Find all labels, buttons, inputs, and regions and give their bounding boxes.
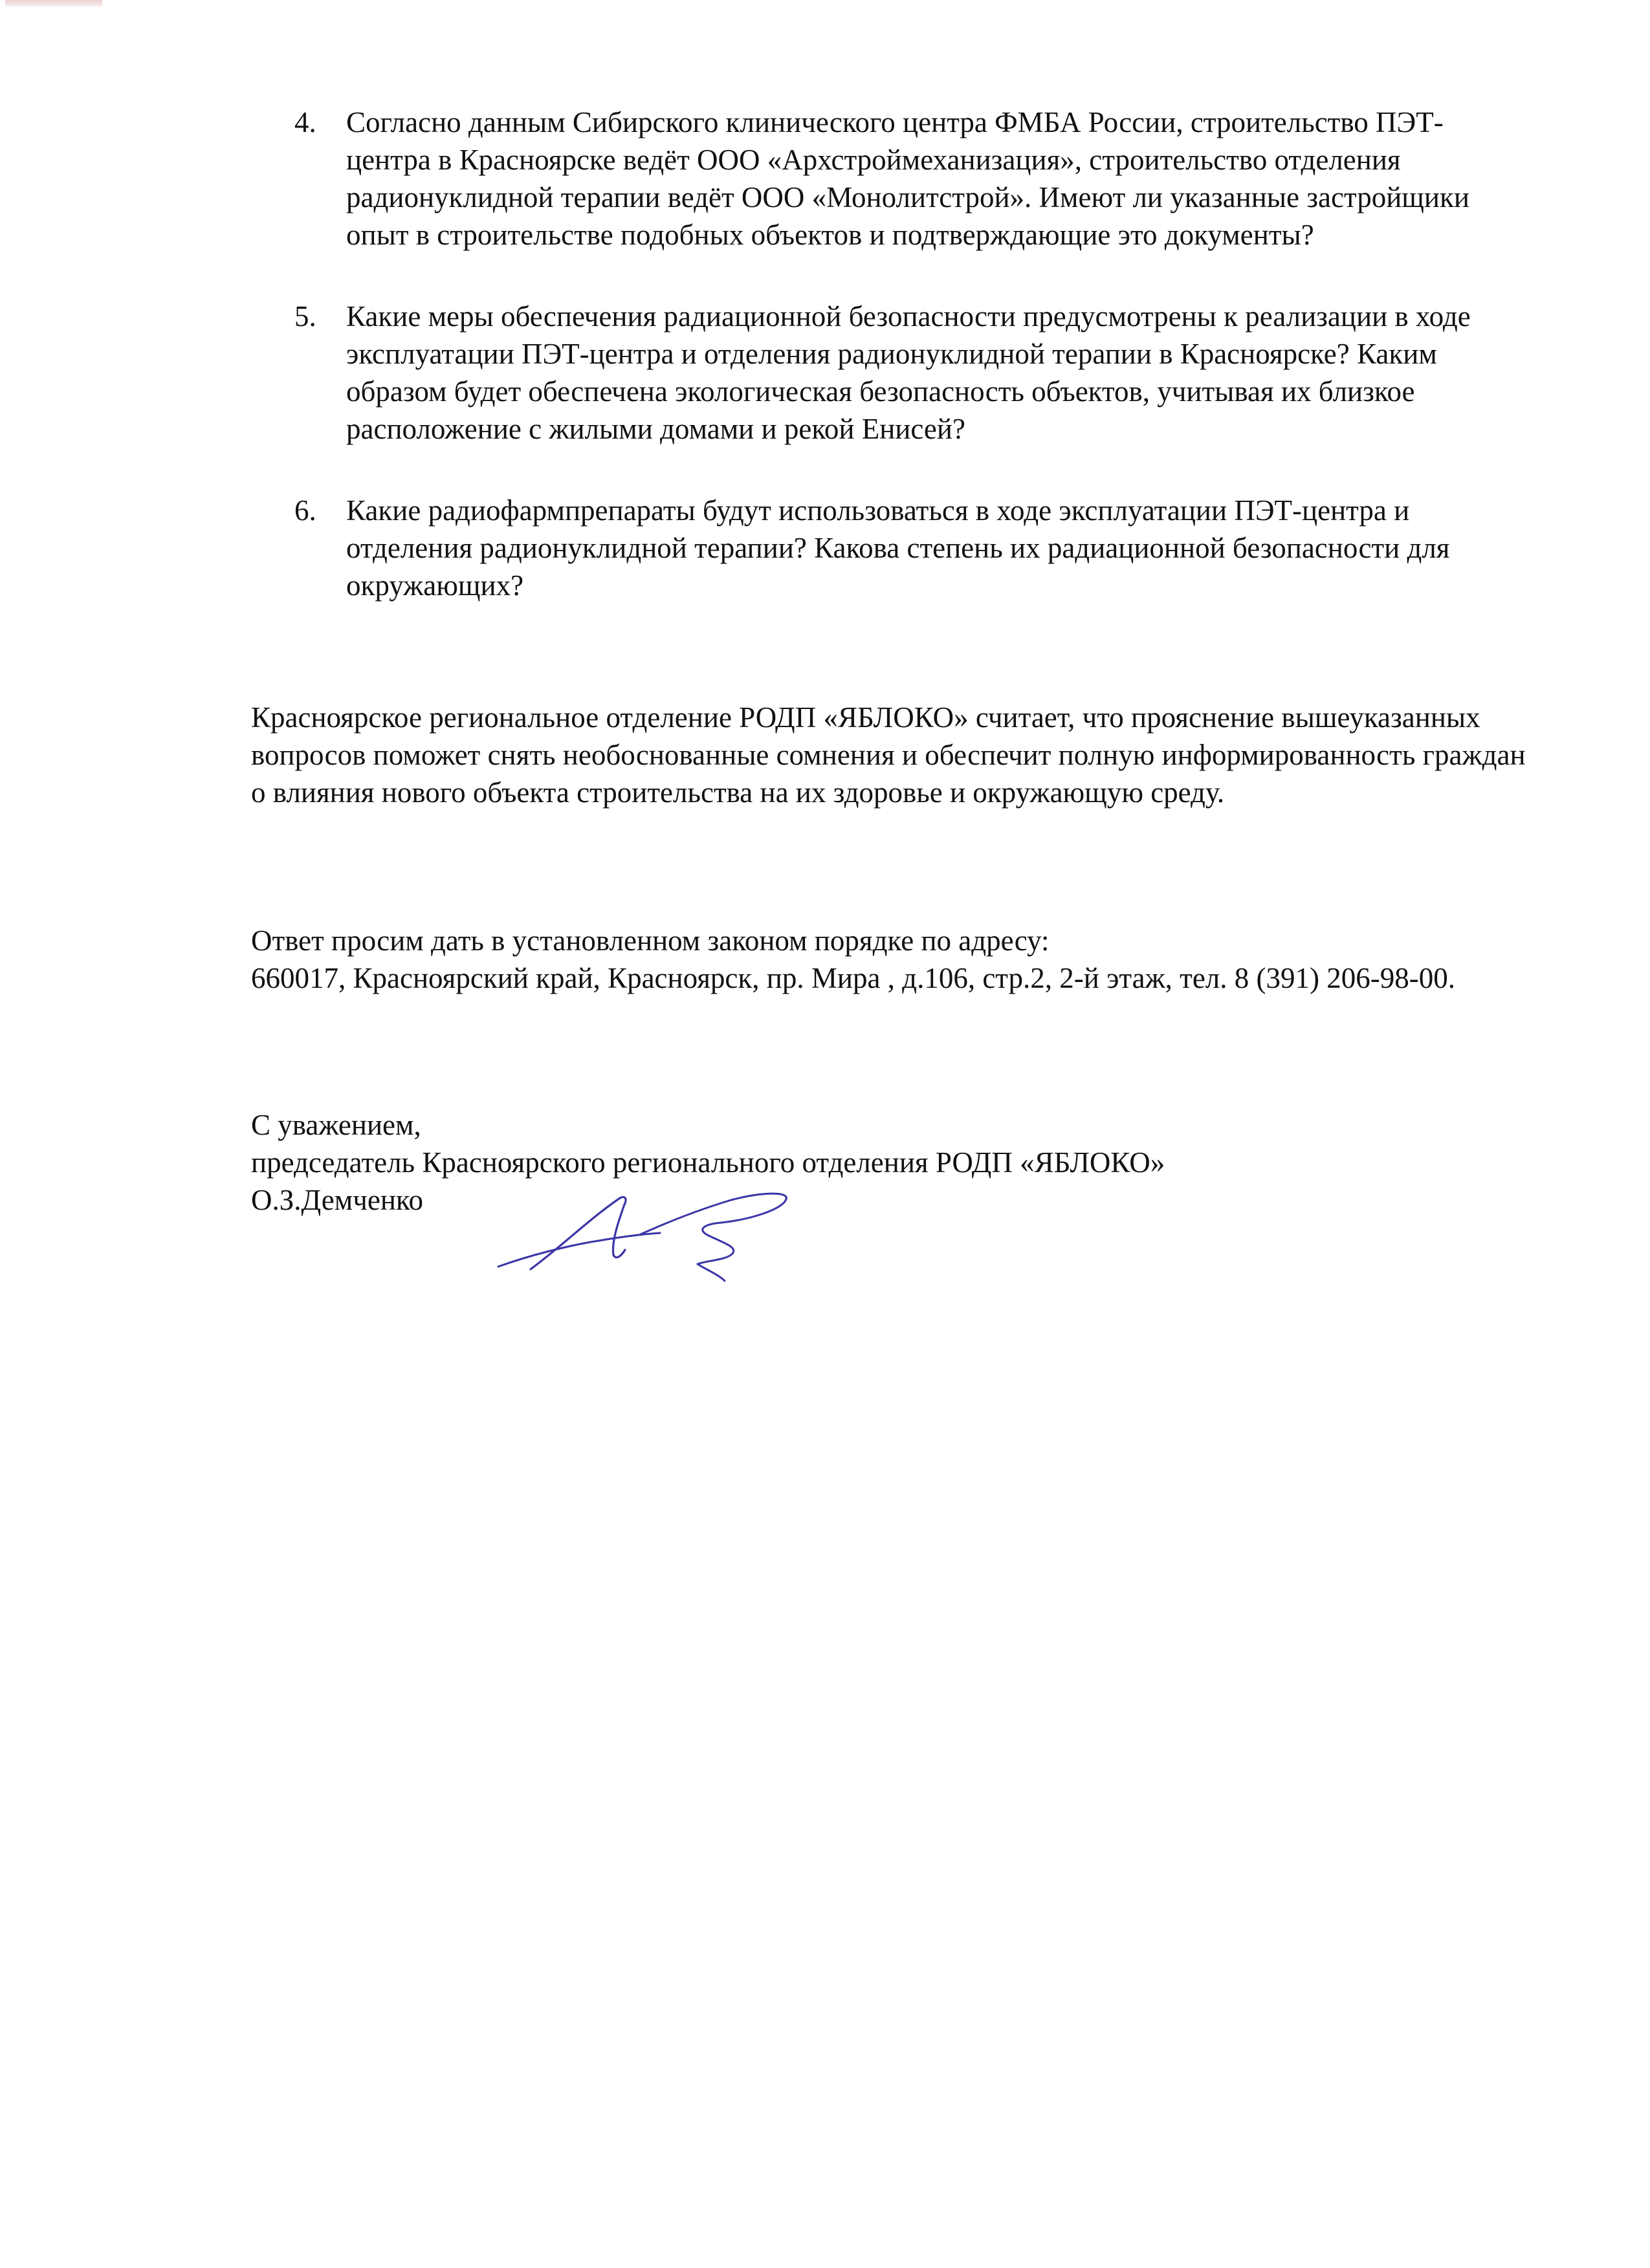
- summary-paragraph: Красноярское региональное отделение РОДП «ЯБЛОКО» считает, что прояснение вышеуказанных вопросов поможет снять необоснованные сомнения и обеспечит полную информированность граждан о влияния нового объекта строительства на их здоровье и окружающую среду.: [251, 701, 1526, 809]
- closing-block: [251, 1106, 1532, 1219]
- scan-corner-mark: [5, 0, 102, 6]
- signature-strokes: [498, 1194, 786, 1281]
- question-item: [294, 104, 1524, 254]
- closing-greeting: С уважением,: [251, 1109, 421, 1141]
- question-text: Согласно данным Сибирского клинического центра ФМБА России, строительство ПЭТ-центра в Красноярске ведёт ООО «Архстроймеханизация», строительство отделения радионуклидной терапии ведёт ООО «Монолитстрой». Имеют ли указанные застройщики опыт в строительстве подобных объектов и подтверждающие это документы?: [346, 106, 1469, 251]
- question-item: [294, 492, 1524, 604]
- signature-stroke: [641, 1194, 786, 1281]
- signature-stroke: [498, 1233, 660, 1267]
- question-number: 4.: [294, 106, 316, 138]
- signatory-name: О.З.Демченко: [251, 1184, 424, 1216]
- response-request-text: Ответ просим дать в установленном законом порядке по адресу:: [251, 924, 1050, 957]
- contact-address: 660017, Красноярский край, Красноярск, пр. Мира , д.106, стр.2, 2-й этаж, тел. 8 (391) 206-98-00.: [251, 962, 1455, 994]
- signature-stroke: [531, 1197, 626, 1269]
- handwritten-signature: [492, 1184, 802, 1287]
- question-number: 5.: [294, 300, 316, 333]
- question-item: [294, 298, 1524, 448]
- signatory-position: председатель Красноярского регионального отделения РОДП «ЯБЛОКО»: [251, 1146, 1165, 1179]
- question-text: Какие меры обеспечения радиационной безопасности предусмотрены к реализации в ходе эксплуатации ПЭТ-центра и отделения радионуклидной терапии в Красноярске? Каким образом будет обеспечена экологическая безопасность объектов, учитывая их близкое расположение с жилыми домами и рекой Енисей?: [346, 300, 1471, 445]
- question-number: 6.: [294, 494, 316, 527]
- response-request: [251, 922, 1532, 997]
- question-text: Какие радиофармпрепараты будут использоваться в ходе эксплуатации ПЭТ-центра и отделения радионуклидной терапии? Какова степень их радиационной безопасности для окружающих?: [346, 494, 1450, 602]
- question-list: [294, 104, 1524, 648]
